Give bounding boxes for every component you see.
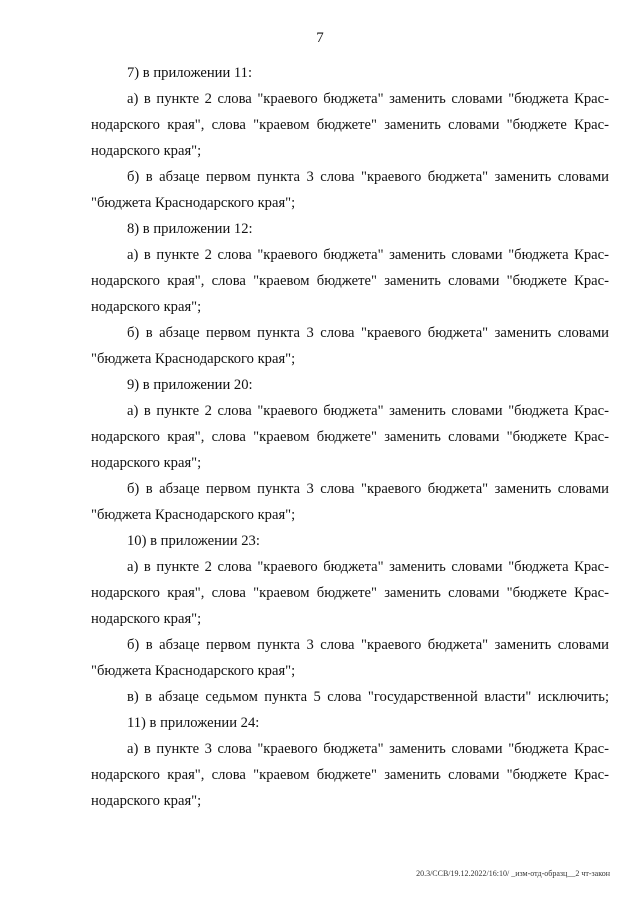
line: нодарского края";: [91, 793, 202, 809]
line: нодарского края", слова "краевом бюджете" заменить словами "бюджете Крас-: [91, 585, 609, 601]
line: б) в абзаце первом пункта 3 слова "краевого бюджета" заменить словами: [127, 637, 609, 653]
line: б) в абзаце первом пункта 3 слова "краевого бюджета" заменить словами: [127, 169, 609, 185]
line: нодарского края", слова "краевом бюджете" заменить словами "бюджете Крас-: [91, 429, 609, 445]
line: нодарского края", слова "краевом бюджете" заменить словами "бюджете Крас-: [91, 273, 609, 289]
line: а) в пункте 2 слова "краевого бюджета" заменить словами "бюджета Крас-: [127, 403, 609, 419]
line: нодарского края";: [91, 143, 202, 159]
line: а) в пункте 2 слова "краевого бюджета" заменить словами "бюджета Крас-: [127, 91, 609, 107]
line: "бюджета Краснодарского края";: [91, 351, 296, 367]
line: 7) в приложении 11:: [127, 65, 253, 81]
line: нодарского края", слова "краевом бюджете" заменить словами "бюджете Крас-: [91, 767, 609, 783]
line: "бюджета Краснодарского края";: [91, 195, 296, 211]
line: "бюджета Краснодарского края";: [91, 507, 296, 523]
line: "бюджета Краснодарского края";: [91, 663, 296, 679]
line: нодарского края";: [91, 611, 202, 627]
line: 11) в приложении 24:: [127, 715, 260, 731]
line: 10) в приложении 23:: [127, 533, 260, 549]
line: нодарского края";: [91, 455, 202, 471]
line: в) в абзаце седьмом пункта 5 слова "государственной власти" исключить;: [127, 689, 609, 705]
line: 8) в приложении 12:: [127, 221, 253, 237]
line: а) в пункте 3 слова "краевого бюджета" заменить словами "бюджета Крас-: [127, 741, 609, 757]
line: 9) в приложении 20:: [127, 377, 253, 393]
page-number: 7: [316, 30, 324, 46]
line: нодарского края", слова "краевом бюджете" заменить словами "бюджете Крас-: [91, 117, 609, 133]
footer-stamp: 20.3/ССВ/19.12.2022/16:10/ _изм-отд-образц__2 чт-закон: [416, 869, 610, 878]
line: б) в абзаце первом пункта 3 слова "краевого бюджета" заменить словами: [127, 481, 609, 497]
line: а) в пункте 2 слова "краевого бюджета" заменить словами "бюджета Крас-: [127, 247, 609, 263]
line: б) в абзаце первом пункта 3 слова "краевого бюджета" заменить словами: [127, 325, 609, 341]
line: а) в пункте 2 слова "краевого бюджета" заменить словами "бюджета Крас-: [127, 559, 609, 575]
line: нодарского края";: [91, 299, 202, 315]
